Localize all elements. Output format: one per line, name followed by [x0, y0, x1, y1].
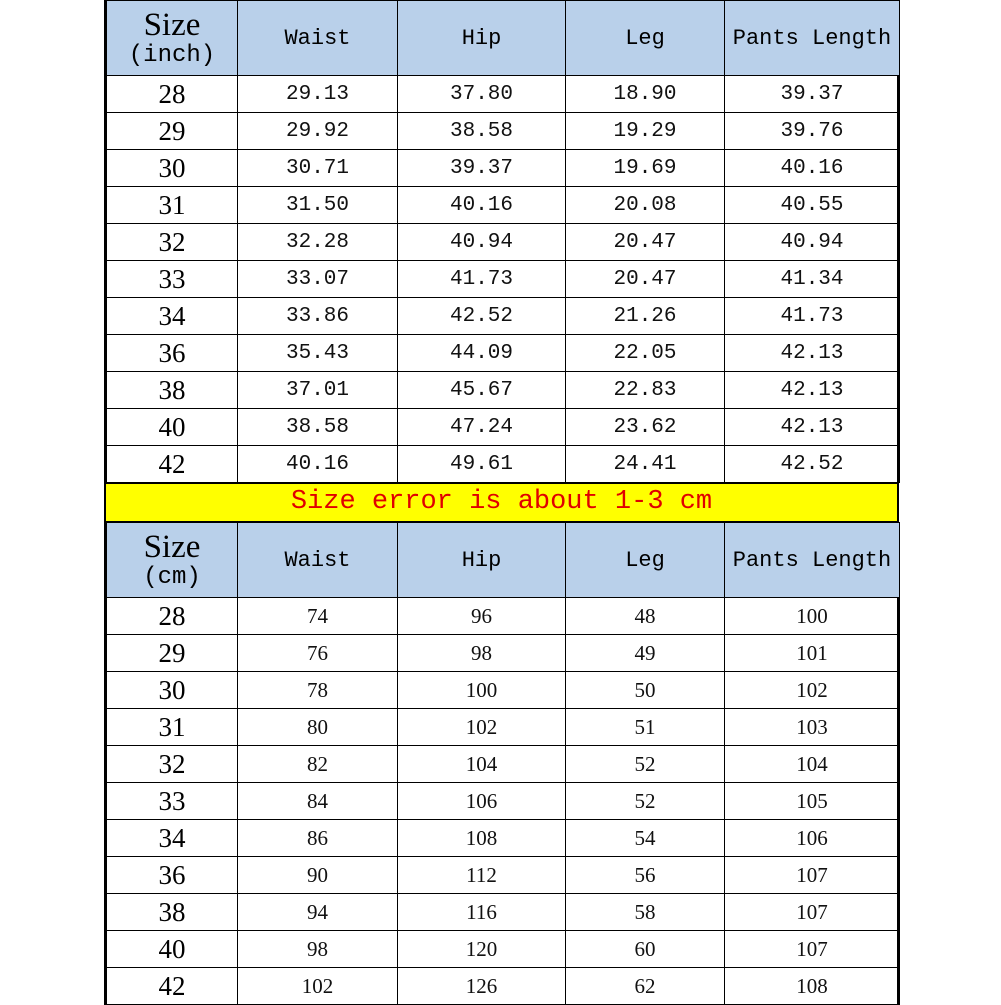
- cm-cell-pants-length: 101: [725, 635, 900, 672]
- inch-cell-leg: 20.08: [566, 187, 725, 224]
- inch-size-unit: (inch): [128, 41, 216, 69]
- inch-cell-hip: 45.67: [398, 372, 566, 409]
- cm-cell-leg: 49: [566, 635, 725, 672]
- inch-cell-hip: 38.58: [398, 113, 566, 150]
- cm-cell-hip: 126: [398, 968, 566, 1005]
- inch-cell-hip: 49.61: [398, 446, 566, 483]
- inch-cell-pants-length: 40.16: [725, 150, 900, 187]
- cm-size-unit: (cm): [143, 563, 201, 591]
- inch-cell-leg: 23.62: [566, 409, 725, 446]
- inch-cell-waist: 40.16: [238, 446, 398, 483]
- inch-cell-leg: 18.90: [566, 76, 725, 113]
- cm-cell-pants-length: 103: [725, 709, 900, 746]
- inch-cell-waist: 29.92: [238, 113, 398, 150]
- inch-cell-size: 31: [107, 187, 238, 224]
- cm-cell-waist: 80: [238, 709, 398, 746]
- inch-cell-waist: 38.58: [238, 409, 398, 446]
- cm-table-body: [107, 598, 900, 1005]
- inch-table-row: [107, 187, 900, 224]
- inch-cell-waist: 33.07: [238, 261, 398, 298]
- cm-cell-waist: 86: [238, 820, 398, 857]
- inch-cell-size: 30: [107, 150, 238, 187]
- inch-cell-leg: 19.69: [566, 150, 725, 187]
- cm-cell-hip: 100: [398, 672, 566, 709]
- cm-cell-waist: 78: [238, 672, 398, 709]
- cm-cell-size: 32: [107, 746, 238, 783]
- cm-cell-waist: 74: [238, 598, 398, 635]
- inch-cell-size: 29: [107, 113, 238, 150]
- cm-cell-pants-length: 106: [725, 820, 900, 857]
- inch-cell-waist: 30.71: [238, 150, 398, 187]
- inch-size-header: [107, 1, 238, 76]
- cm-cell-waist: 102: [238, 968, 398, 1005]
- cm-cell-size: 30: [107, 672, 238, 709]
- cm-cell-hip: 104: [398, 746, 566, 783]
- cm-cell-waist: 76: [238, 635, 398, 672]
- inch-cell-hip: 44.09: [398, 335, 566, 372]
- cm-header-waist: Waist: [238, 523, 398, 598]
- cm-table-row: [107, 672, 900, 709]
- cm-cell-pants-length: 107: [725, 857, 900, 894]
- cm-cell-hip: 102: [398, 709, 566, 746]
- cm-cell-waist: 98: [238, 931, 398, 968]
- cm-header-hip: Hip: [398, 523, 566, 598]
- cm-cell-hip: 112: [398, 857, 566, 894]
- inch-table-row: [107, 76, 900, 113]
- size-error-note: Size error is about 1-3 cm: [106, 483, 897, 522]
- cm-cell-leg: 52: [566, 783, 725, 820]
- inch-cell-size: 40: [107, 409, 238, 446]
- inch-table-row: [107, 150, 900, 187]
- cm-cell-leg: 58: [566, 894, 725, 931]
- inch-cell-hip: 41.73: [398, 261, 566, 298]
- inch-cell-pants-length: 41.73: [725, 298, 900, 335]
- cm-table-row: [107, 635, 900, 672]
- cm-cell-waist: 94: [238, 894, 398, 931]
- cm-cell-hip: 98: [398, 635, 566, 672]
- inch-cell-leg: 19.29: [566, 113, 725, 150]
- cm-cell-size: 29: [107, 635, 238, 672]
- cm-header-leg: Leg: [566, 523, 725, 598]
- inch-table-row: [107, 298, 900, 335]
- cm-cell-pants-length: 107: [725, 894, 900, 931]
- cm-cell-hip: 120: [398, 931, 566, 968]
- inch-header-hip: Hip: [398, 1, 566, 76]
- inch-cell-size: 32: [107, 224, 238, 261]
- cm-cell-size: 38: [107, 894, 238, 931]
- cm-table-row: [107, 820, 900, 857]
- inch-cell-leg: 21.26: [566, 298, 725, 335]
- inch-table-row: [107, 372, 900, 409]
- inch-cell-hip: 40.94: [398, 224, 566, 261]
- inch-cell-pants-length: 42.13: [725, 372, 900, 409]
- cm-cell-leg: 54: [566, 820, 725, 857]
- cm-cell-waist: 82: [238, 746, 398, 783]
- inch-cell-pants-length: 41.34: [725, 261, 900, 298]
- cm-cell-waist: 84: [238, 783, 398, 820]
- inch-cell-leg: 20.47: [566, 224, 725, 261]
- cm-cell-hip: 108: [398, 820, 566, 857]
- cm-cell-size: 34: [107, 820, 238, 857]
- inch-table-row: [107, 261, 900, 298]
- inch-table-body: [107, 76, 900, 483]
- inch-cell-pants-length: 40.55: [725, 187, 900, 224]
- cm-table-row: [107, 968, 900, 1005]
- cm-cell-pants-length: 108: [725, 968, 900, 1005]
- cm-cell-leg: 62: [566, 968, 725, 1005]
- inch-cell-waist: 32.28: [238, 224, 398, 261]
- inch-table-row: [107, 113, 900, 150]
- cm-cell-pants-length: 104: [725, 746, 900, 783]
- cm-size-title: Size: [143, 529, 201, 566]
- cm-cell-hip: 106: [398, 783, 566, 820]
- cm-header-pants-length: Pants Length: [725, 523, 900, 598]
- inch-size-title: Size: [143, 7, 201, 44]
- cm-size-table: [106, 522, 900, 1005]
- inch-cell-waist: 37.01: [238, 372, 398, 409]
- cm-cell-size: 33: [107, 783, 238, 820]
- inch-cell-leg: 22.83: [566, 372, 725, 409]
- inch-cell-leg: 20.47: [566, 261, 725, 298]
- size-chart: [104, 0, 899, 1005]
- cm-table-row: [107, 783, 900, 820]
- cm-cell-size: 28: [107, 598, 238, 635]
- inch-cell-size: 33: [107, 261, 238, 298]
- cm-cell-size: 40: [107, 931, 238, 968]
- cm-cell-leg: 48: [566, 598, 725, 635]
- cm-cell-pants-length: 105: [725, 783, 900, 820]
- cm-cell-leg: 51: [566, 709, 725, 746]
- inch-header-waist: Waist: [238, 1, 398, 76]
- cm-cell-pants-length: 107: [725, 931, 900, 968]
- cm-cell-hip: 96: [398, 598, 566, 635]
- inch-table-row: [107, 335, 900, 372]
- inch-cell-hip: 47.24: [398, 409, 566, 446]
- inch-cell-hip: 37.80: [398, 76, 566, 113]
- cm-cell-pants-length: 102: [725, 672, 900, 709]
- cm-cell-size: 42: [107, 968, 238, 1005]
- cm-cell-leg: 56: [566, 857, 725, 894]
- cm-table-row: [107, 709, 900, 746]
- inch-cell-pants-length: 42.52: [725, 446, 900, 483]
- inch-cell-pants-length: 42.13: [725, 335, 900, 372]
- inch-cell-waist: 33.86: [238, 298, 398, 335]
- cm-header-row: [107, 523, 900, 598]
- cm-cell-leg: 52: [566, 746, 725, 783]
- cm-size-header: [107, 523, 238, 598]
- inch-cell-size: 28: [107, 76, 238, 113]
- inch-cell-leg: 24.41: [566, 446, 725, 483]
- cm-cell-leg: 60: [566, 931, 725, 968]
- inch-cell-size: 42: [107, 446, 238, 483]
- cm-cell-size: 36: [107, 857, 238, 894]
- cm-table-row: [107, 598, 900, 635]
- inch-cell-hip: 42.52: [398, 298, 566, 335]
- inch-cell-pants-length: 40.94: [725, 224, 900, 261]
- cm-table-row: [107, 857, 900, 894]
- cm-cell-pants-length: 100: [725, 598, 900, 635]
- inch-cell-pants-length: 39.76: [725, 113, 900, 150]
- inch-table-row: [107, 409, 900, 446]
- cm-cell-waist: 90: [238, 857, 398, 894]
- cm-table-row: [107, 931, 900, 968]
- inch-cell-pants-length: 39.37: [725, 76, 900, 113]
- cm-cell-size: 31: [107, 709, 238, 746]
- inch-cell-size: 36: [107, 335, 238, 372]
- inch-table-row: [107, 446, 900, 483]
- inch-header-leg: Leg: [566, 1, 725, 76]
- inch-cell-pants-length: 42.13: [725, 409, 900, 446]
- inch-cell-waist: 29.13: [238, 76, 398, 113]
- cm-table-row: [107, 894, 900, 931]
- inch-cell-size: 38: [107, 372, 238, 409]
- cm-cell-leg: 50: [566, 672, 725, 709]
- inch-table-row: [107, 224, 900, 261]
- cm-cell-hip: 116: [398, 894, 566, 931]
- inch-cell-hip: 40.16: [398, 187, 566, 224]
- inch-cell-waist: 35.43: [238, 335, 398, 372]
- inch-header-row: [107, 1, 900, 76]
- inch-header-pants-length: Pants Length: [725, 1, 900, 76]
- inch-cell-waist: 31.50: [238, 187, 398, 224]
- inch-cell-leg: 22.05: [566, 335, 725, 372]
- cm-table-row: [107, 746, 900, 783]
- inch-cell-hip: 39.37: [398, 150, 566, 187]
- inch-size-table: [106, 0, 900, 483]
- inch-cell-size: 34: [107, 298, 238, 335]
